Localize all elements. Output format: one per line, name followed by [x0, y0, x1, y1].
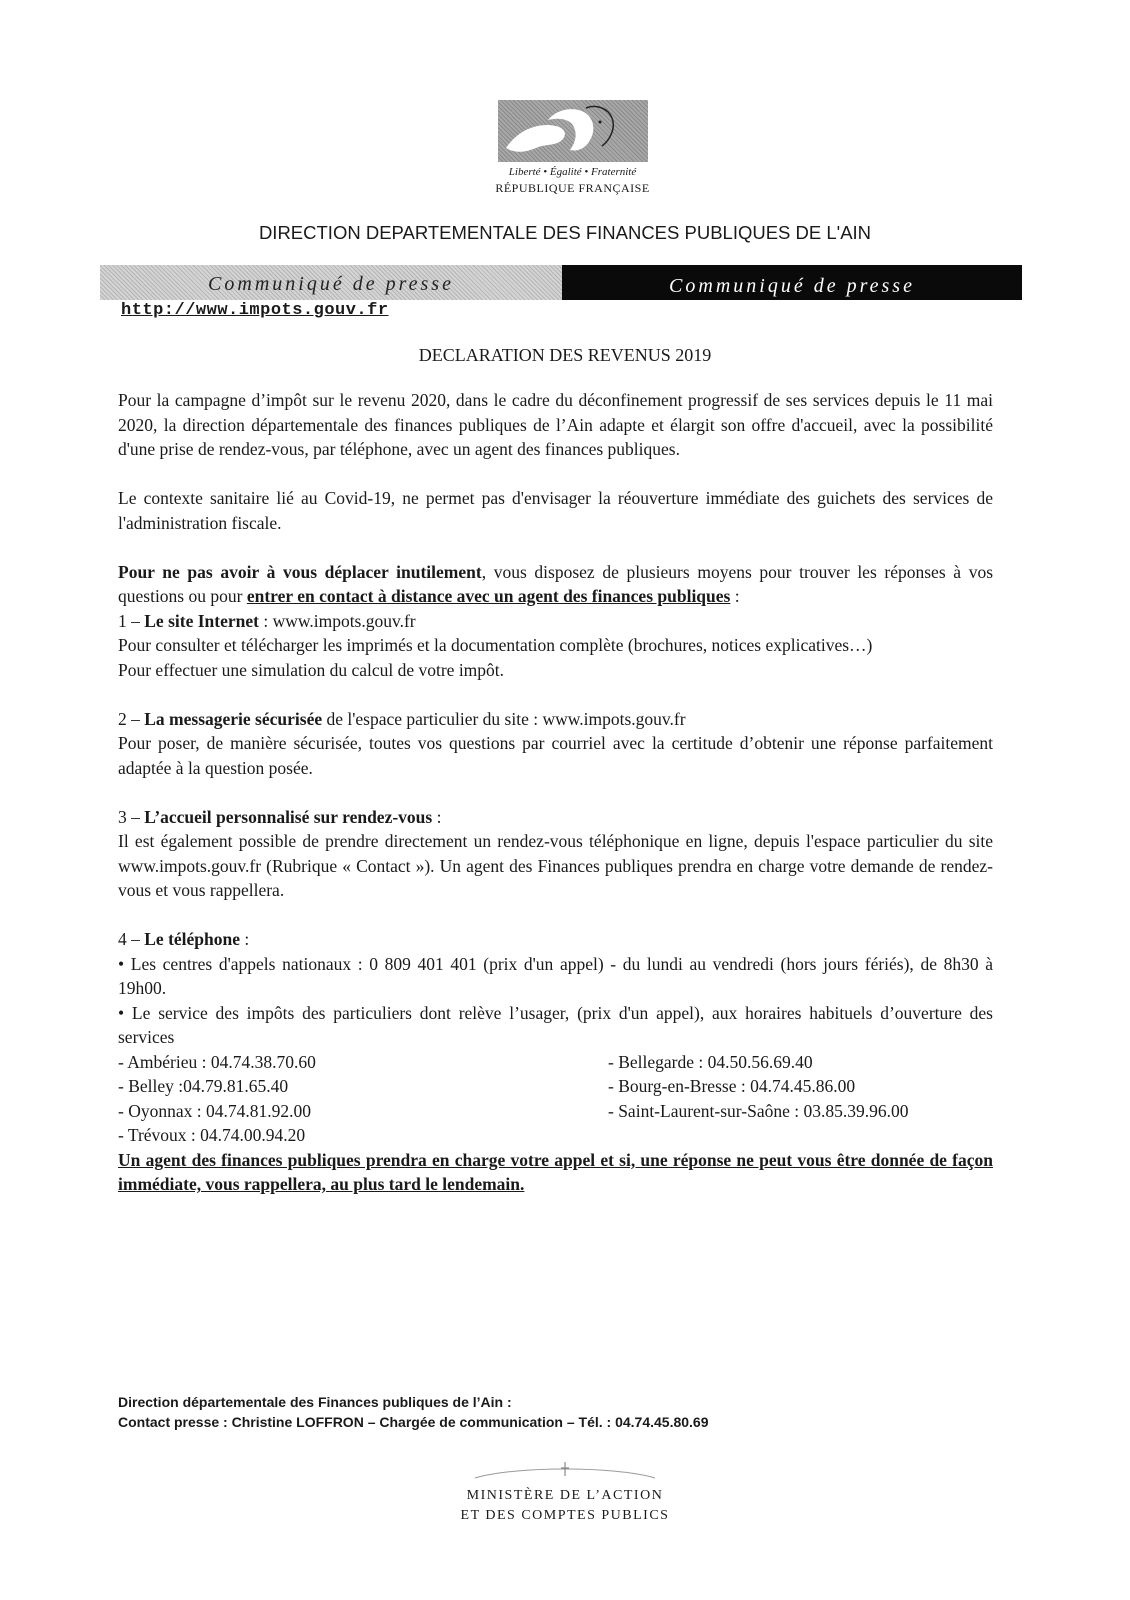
- ministry-name: [0, 1486, 1130, 1526]
- section-4-line-1: • Les centres d'appels nationaux : 0 809 401 401 (prix d'un appel) - du lundi au vendredi (hors jours fériés), de 8h30 à 19h00.: [118, 953, 993, 998]
- section-3-prefix: 3 –: [118, 806, 145, 827]
- section-2-heading: [118, 707, 993, 732]
- phone-list: [118, 1050, 993, 1148]
- republique-logo: [485, 100, 660, 196]
- section-2-line-1: Pour poser, de manière sécurisée, toutes vos questions par courriel avec la certitude d’obtenir une réponse parfaitement adaptée à la question posée.: [118, 733, 993, 778]
- section-1-heading: [118, 609, 993, 634]
- phone-entry: - Belley :04.79.81.65.40: [118, 1076, 289, 1096]
- phone-entry: - Ambérieu : 04.74.38.70.60: [118, 1051, 316, 1072]
- republique-label: RÉPUBLIQUE FRANÇAISE: [495, 181, 650, 195]
- site-url-link[interactable]: http://www.impots.gouv.fr: [121, 301, 389, 320]
- context-paragraph: Le contexte sanitaire lié au Covid-19, ne permet pas d'envisager la réouverture immédiate des guichets des services de l'administration fiscale.: [118, 488, 993, 533]
- press-banner-left: [100, 265, 562, 300]
- ministry-emblem-icon: [465, 1460, 665, 1482]
- phone-list-right: [608, 1050, 993, 1148]
- press-banner: [100, 265, 1022, 300]
- final-statement: Un agent des finances publiques prendra en charge votre appel et si, une réponse ne peut vous être donnée de façon immédiate, vous rappellera, au plus tard le lendemain.: [118, 1149, 993, 1194]
- section-3-heading: [118, 805, 993, 830]
- direction-title: DIRECTION DEPARTEMENTALE DES FINANCES PUBLIQUES DE L'AIN: [258, 222, 872, 243]
- phone-entry: - Saint-Laurent-sur-Saône : 03.85.39.96.00: [608, 1100, 909, 1121]
- ministry-line-2: ET DES COMPTES PUBLICS: [460, 1508, 670, 1523]
- phone-entry: - Bourg-en-Bresse : 04.74.45.86.00: [608, 1076, 856, 1096]
- section-3-title: L’accueil personnalisé sur rendez-vous: [144, 806, 433, 827]
- document-title: DECLARATION DES REVENUS 2019: [418, 345, 712, 365]
- section-1-prefix: 1 –: [118, 610, 145, 631]
- section-3-rest: :: [432, 806, 442, 827]
- phone-entry: - Oyonnax : 04.74.81.92.00: [118, 1100, 311, 1121]
- phone-entry: - Trévoux : 04.74.00.94.20: [118, 1125, 306, 1145]
- section-2-rest: de l'espace particulier du site : www.impots.gouv.fr: [322, 708, 686, 729]
- press-banner-left-label: Communiqué de presse: [208, 273, 454, 295]
- footer-line-1: Direction départementale des Finances publiques de l’Ain :: [118, 1394, 512, 1410]
- means-text: , vous disposez de plusieurs moyens pour trouver les réponses à vos questions ou pour: [118, 561, 994, 606]
- intro-paragraph: Pour la campagne d’impôt sur le revenu 2020, dans le cadre du déconfinement progressif de ses services depuis le 11 mai 2020, la direction départementale des finances publiques de l’Ain adapte et élargit son offre d'accueil, avec la possibilité d'une prise de rendez-vous, par téléphone, avec un agent des finances publiques.: [118, 390, 993, 459]
- republic-motto: Liberté • Égalité • Fraternité: [508, 166, 637, 178]
- footer-contact: [118, 1392, 709, 1432]
- section-3-line-1: Il est également possible de prendre directement un rendez-vous téléphonique en ligne, depuis l'espace particulier du site www.impots.gouv.fr (Rubrique « Contact »). Un agent des Finances publiques prendra en charge votre demande de rendez-vous et vous rappellera.: [118, 831, 993, 900]
- section-4-heading: [118, 927, 993, 952]
- means-paragraph: [118, 560, 993, 609]
- section-1-line-2: Pour effectuer une simulation du calcul de votre impôt.: [118, 659, 505, 680]
- section-1-rest: : www.impots.gouv.fr: [258, 610, 416, 631]
- ministry-line-1: MINISTÈRE DE L’ACTION: [466, 1488, 664, 1503]
- press-banner-right: Communiqué de presse: [562, 265, 1022, 300]
- section-1-title: Le site Internet: [144, 610, 259, 631]
- section-2-prefix: 2 –: [118, 708, 145, 729]
- marianne-emblem: [498, 100, 648, 162]
- section-1-line-1: Pour consulter et télécharger les imprimés et la documentation complète (brochures, notices explicatives…): [118, 635, 873, 655]
- footer-line-2: Contact presse : Christine LOFFRON – Chargée de communication – Tél. : 04.74.45.80.69: [118, 1414, 709, 1430]
- means-bold: Pour ne pas avoir à vous déplacer inutilement: [118, 561, 482, 582]
- section-2-title: La messagerie sécurisée: [144, 708, 323, 729]
- phone-list-left: [118, 1050, 608, 1148]
- press-release-body: [118, 388, 993, 1197]
- means-underline: entrer en contact à distance avec un agent des finances publiques: [246, 586, 731, 606]
- section-4-prefix: 4 –: [118, 929, 145, 949]
- section-4-title: Le téléphone: [144, 929, 241, 949]
- means-end: :: [730, 586, 740, 606]
- section-4-line-2: • Le service des impôts des particuliers dont relève l’usager, (prix d'un appel), aux horaires habituels d’ouverture des services: [118, 1002, 993, 1047]
- phone-entry: - Bellegarde : 04.50.56.69.40: [608, 1051, 813, 1072]
- section-4-rest: :: [240, 929, 250, 949]
